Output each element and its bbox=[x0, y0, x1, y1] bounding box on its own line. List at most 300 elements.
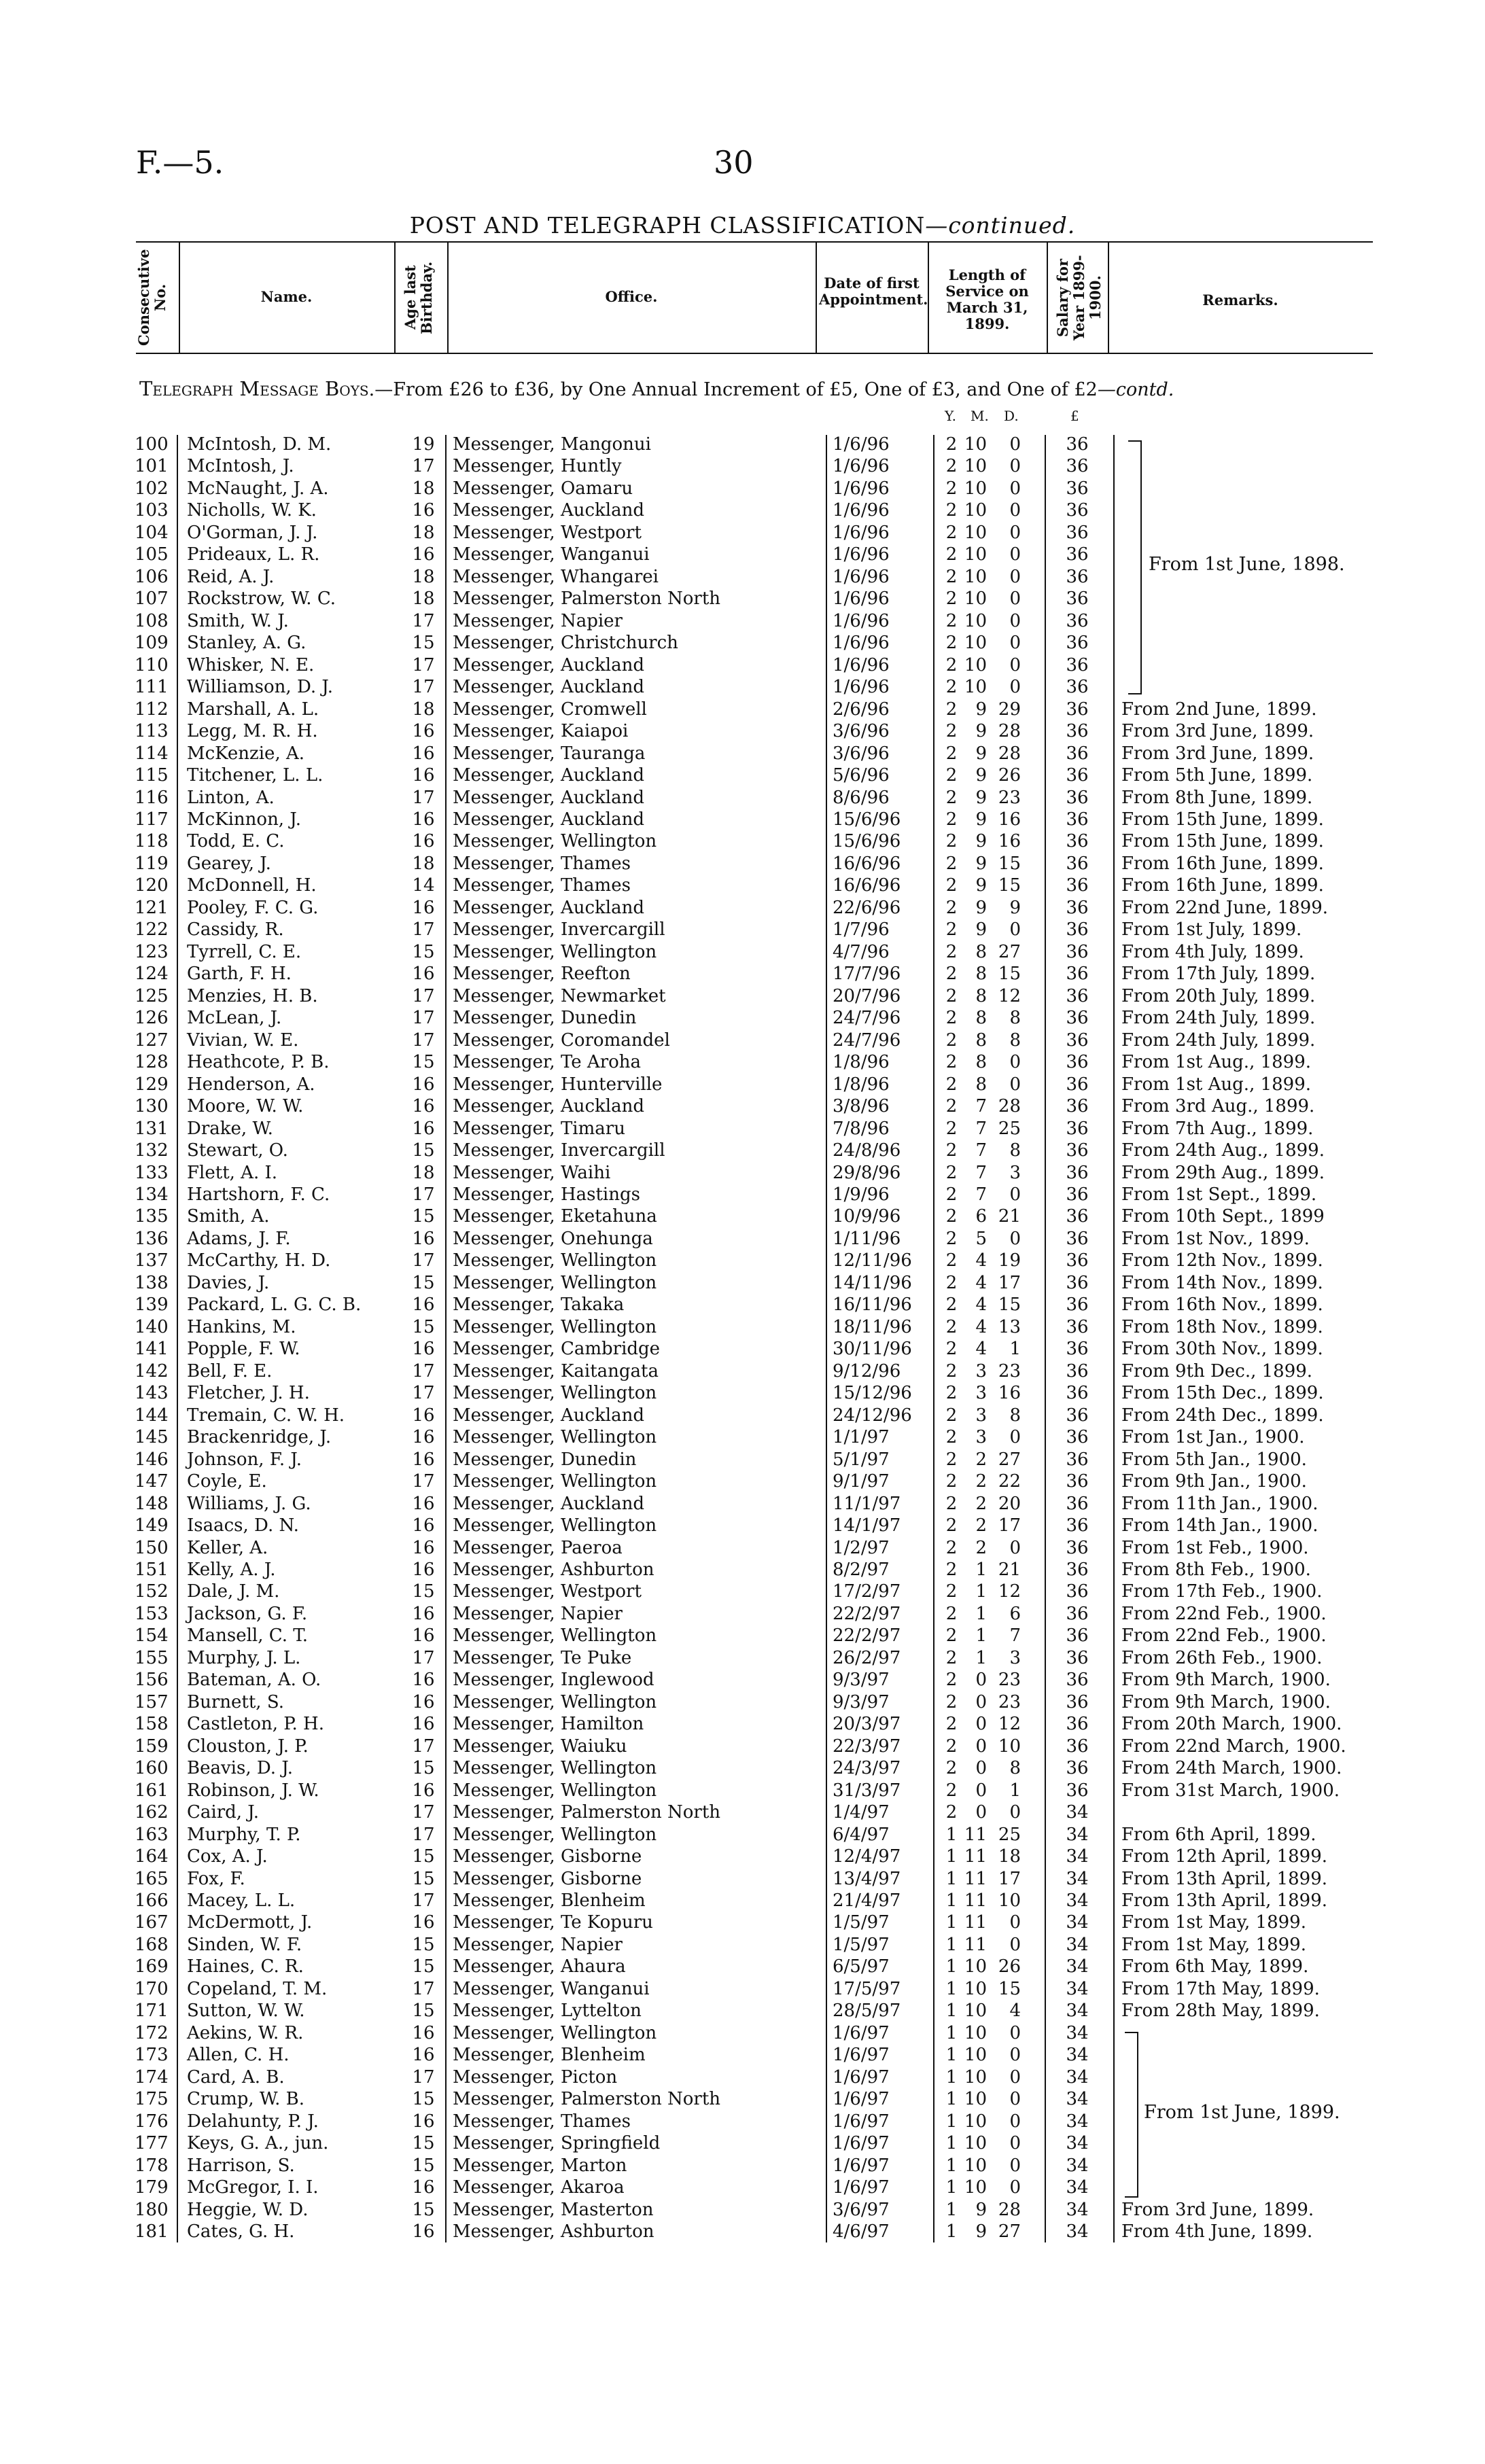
row-date: 14/1/97 bbox=[833, 1515, 901, 1536]
table-row bbox=[0, 1493, 1485, 1515]
row-months: 0 bbox=[975, 1670, 987, 1691]
row-office: Messenger, Invercargill bbox=[453, 1140, 665, 1161]
row-office: Messenger, Lyttelton bbox=[453, 2001, 642, 2022]
row-age: 16 bbox=[412, 1096, 435, 1117]
row-name: McDermott, J. bbox=[187, 1912, 313, 1933]
row-years: 2 bbox=[945, 544, 958, 565]
row-remarks: From 22nd March, 1900. bbox=[1121, 1736, 1346, 1757]
row-office: Messenger, Wanganui bbox=[453, 544, 650, 565]
row-date: 1/6/96 bbox=[833, 478, 890, 499]
table-row bbox=[0, 1316, 1485, 1339]
row-office: Messenger, Auckland bbox=[453, 654, 645, 675]
row-office: Messenger, Picton bbox=[453, 2066, 618, 2088]
row-date: 13/4/97 bbox=[833, 1868, 901, 1889]
row-office: Messenger, Wanganui bbox=[453, 1978, 650, 1999]
row-date: 1/6/97 bbox=[833, 2155, 890, 2176]
row-office: Messenger, Westport bbox=[453, 522, 642, 543]
row-years: 1 bbox=[945, 1846, 958, 1867]
table-row bbox=[0, 1471, 1485, 1493]
row-months: 1 bbox=[975, 1647, 987, 1668]
table-row bbox=[0, 1405, 1485, 1427]
row-date: 22/3/97 bbox=[833, 1736, 901, 1757]
row-name: Sinden, W. F. bbox=[187, 1934, 302, 1955]
table-row bbox=[0, 1515, 1485, 1537]
row-name: Adams, J. F. bbox=[187, 1228, 291, 1249]
row-date: 1/6/96 bbox=[833, 544, 890, 565]
row-salary: 34 bbox=[1066, 2155, 1089, 2176]
row-salary: 36 bbox=[1066, 919, 1089, 940]
row-months: 10 bbox=[964, 544, 987, 565]
row-salary: 36 bbox=[1066, 1471, 1089, 1492]
row-office: Messenger, Te Kopuru bbox=[453, 1912, 653, 1933]
row-months: 9 bbox=[975, 765, 987, 786]
row-years: 2 bbox=[945, 1405, 958, 1426]
row-date: 1/6/96 bbox=[833, 610, 890, 631]
row-years: 1 bbox=[945, 1868, 958, 1889]
row-date: 1/6/96 bbox=[833, 456, 890, 477]
table-row bbox=[0, 1294, 1485, 1316]
table-row bbox=[0, 1449, 1485, 1471]
row-date: 1/6/97 bbox=[833, 2133, 890, 2154]
row-remarks: From 16th Nov., 1899. bbox=[1121, 1295, 1323, 1316]
row-no: 101 bbox=[135, 456, 169, 477]
row-no: 115 bbox=[135, 765, 169, 786]
row-years: 2 bbox=[945, 875, 958, 896]
row-years: 1 bbox=[945, 2001, 958, 2022]
row-days: 0 bbox=[1009, 1537, 1021, 1558]
row-no: 113 bbox=[135, 721, 169, 742]
row-date: 1/6/96 bbox=[833, 500, 890, 521]
row-remarks: From 17th Feb., 1900. bbox=[1121, 1581, 1323, 1602]
table-row bbox=[0, 588, 1485, 610]
row-days: 3 bbox=[1009, 1162, 1021, 1183]
table-row bbox=[0, 1338, 1485, 1360]
row-no: 153 bbox=[135, 1603, 169, 1624]
row-date: 3/8/96 bbox=[833, 1096, 890, 1117]
row-years: 1 bbox=[945, 2045, 958, 2066]
row-age: 16 bbox=[412, 1515, 435, 1536]
table-row bbox=[0, 699, 1485, 721]
row-date: 30/11/96 bbox=[833, 1339, 912, 1360]
row-age: 16 bbox=[412, 1118, 435, 1139]
row-years: 2 bbox=[945, 1780, 958, 1801]
row-no: 130 bbox=[135, 1096, 169, 1117]
row-office: Messenger, Timaru bbox=[453, 1118, 625, 1139]
row-date: 9/3/97 bbox=[833, 1691, 890, 1712]
row-name: Sutton, W. W. bbox=[187, 2001, 305, 2022]
row-name: Coyle, E. bbox=[187, 1471, 267, 1492]
row-date: 15/12/96 bbox=[833, 1383, 912, 1404]
row-no: 167 bbox=[135, 1912, 169, 1933]
row-age: 17 bbox=[412, 787, 435, 808]
row-office: Messenger, Christchurch bbox=[453, 633, 678, 654]
row-days: 21 bbox=[998, 1559, 1021, 1580]
row-no: 154 bbox=[135, 1625, 169, 1647]
table-row bbox=[0, 1140, 1485, 1162]
row-days: 1 bbox=[1009, 1780, 1021, 1801]
row-name: Castleton, P. H. bbox=[187, 1714, 324, 1735]
row-date: 1/6/97 bbox=[833, 2089, 890, 2110]
row-age: 16 bbox=[412, 500, 435, 521]
row-months: 7 bbox=[975, 1162, 987, 1183]
row-months: 10 bbox=[964, 588, 987, 610]
row-years: 2 bbox=[945, 1316, 958, 1337]
row-date: 7/8/96 bbox=[833, 1118, 890, 1139]
row-salary: 36 bbox=[1066, 610, 1089, 631]
row-years: 1 bbox=[945, 1934, 958, 1955]
row-name: Isaacs, D. N. bbox=[187, 1515, 299, 1536]
row-years: 1 bbox=[945, 1912, 958, 1933]
row-days: 15 bbox=[998, 1978, 1021, 1999]
row-name: Fletcher, J. H. bbox=[187, 1383, 310, 1404]
row-remarks: From 9th March, 1900. bbox=[1121, 1691, 1331, 1712]
row-no: 134 bbox=[135, 1184, 169, 1205]
row-no: 116 bbox=[135, 787, 169, 808]
row-age: 16 bbox=[412, 964, 435, 985]
section-heading bbox=[139, 377, 1174, 400]
row-months: 9 bbox=[975, 897, 987, 918]
row-salary: 36 bbox=[1066, 500, 1089, 521]
row-remarks: From 22nd Feb., 1900. bbox=[1121, 1625, 1327, 1647]
row-date: 17/2/97 bbox=[833, 1581, 901, 1602]
row-months: 11 bbox=[964, 1824, 987, 1845]
row-no: 165 bbox=[135, 1868, 169, 1889]
row-age: 18 bbox=[412, 566, 435, 587]
row-date: 15/6/96 bbox=[833, 831, 901, 852]
table-row bbox=[0, 941, 1485, 964]
row-date: 1/6/96 bbox=[833, 434, 890, 455]
row-months: 5 bbox=[975, 1228, 987, 1249]
table-row bbox=[0, 1581, 1485, 1603]
row-no: 114 bbox=[135, 743, 169, 764]
row-office: Messenger, Te Aroha bbox=[453, 1052, 642, 1073]
row-months: 10 bbox=[964, 2133, 987, 2154]
row-no: 146 bbox=[135, 1449, 169, 1470]
row-remarks: From 24th July, 1899. bbox=[1121, 1008, 1316, 1029]
row-no: 132 bbox=[135, 1140, 169, 1161]
table-row bbox=[0, 654, 1485, 677]
row-years: 2 bbox=[945, 1670, 958, 1691]
row-months: 1 bbox=[975, 1603, 987, 1624]
row-name: Cox, A. J. bbox=[187, 1846, 268, 1867]
row-office: Messenger, Huntly bbox=[453, 456, 622, 477]
row-months: 10 bbox=[964, 677, 987, 698]
table-row bbox=[0, 2000, 1485, 2022]
row-salary: 36 bbox=[1066, 985, 1089, 1006]
row-remarks: From 5th June, 1899. bbox=[1121, 765, 1313, 786]
row-remarks: From 16th June, 1899. bbox=[1121, 875, 1324, 896]
table-row bbox=[0, 1007, 1485, 1029]
row-remarks: From 10th Sept., 1899 bbox=[1121, 1206, 1325, 1227]
section-title: Telegraph Message Boys bbox=[139, 377, 369, 400]
row-years: 2 bbox=[945, 1029, 958, 1051]
row-months: 10 bbox=[964, 654, 987, 675]
row-age: 17 bbox=[412, 2066, 435, 2088]
row-date: 1/5/97 bbox=[833, 1934, 890, 1955]
row-date: 1/6/96 bbox=[833, 588, 890, 610]
row-years: 1 bbox=[945, 2066, 958, 2088]
row-salary: 36 bbox=[1066, 1493, 1089, 1514]
unit-d: D. bbox=[1004, 408, 1019, 424]
row-no: 171 bbox=[135, 2001, 169, 2022]
row-name: McIntosh, J. bbox=[187, 456, 294, 477]
row-age: 15 bbox=[412, 1956, 435, 1977]
row-remarks: From 12th April, 1899. bbox=[1121, 1846, 1328, 1867]
row-days: 0 bbox=[1009, 1052, 1021, 1073]
row-name: Bell, F. E. bbox=[187, 1360, 273, 1381]
row-no: 135 bbox=[135, 1206, 169, 1227]
row-salary: 36 bbox=[1066, 1228, 1089, 1249]
row-office: Messenger, Invercargill bbox=[453, 919, 665, 940]
table-row bbox=[0, 1912, 1485, 1934]
row-salary: 36 bbox=[1066, 1162, 1089, 1183]
row-months: 1 bbox=[975, 1581, 987, 1602]
row-date: 1/8/96 bbox=[833, 1052, 890, 1073]
row-months: 9 bbox=[975, 787, 987, 808]
row-years: 2 bbox=[945, 1493, 958, 1514]
row-months: 10 bbox=[964, 2177, 987, 2198]
row-months: 1 bbox=[975, 1625, 987, 1647]
row-years: 2 bbox=[945, 897, 958, 918]
row-years: 2 bbox=[945, 1096, 958, 1117]
table-row bbox=[0, 434, 1485, 456]
row-name: Williams, J. G. bbox=[187, 1493, 311, 1514]
row-days: 28 bbox=[998, 2199, 1021, 2220]
row-office: Messenger, Takaka bbox=[453, 1295, 625, 1316]
row-months: 9 bbox=[975, 743, 987, 764]
row-months: 8 bbox=[975, 985, 987, 1006]
row-salary: 34 bbox=[1066, 1890, 1089, 1912]
row-date: 16/11/96 bbox=[833, 1295, 912, 1316]
row-months: 7 bbox=[975, 1096, 987, 1117]
row-remarks: From 3rd June, 1899. bbox=[1121, 2199, 1314, 2220]
row-months: 6 bbox=[975, 1206, 987, 1227]
row-name: Marshall, A. L. bbox=[187, 699, 319, 720]
row-office: Messenger, Auckland bbox=[453, 1405, 645, 1426]
row-no: 174 bbox=[135, 2066, 169, 2088]
row-office: Messenger, Auckland bbox=[453, 1493, 645, 1514]
row-office: Messenger, Napier bbox=[453, 1603, 623, 1624]
row-days: 0 bbox=[1009, 588, 1021, 610]
row-remarks: From 17th July, 1899. bbox=[1121, 964, 1316, 985]
row-name: Stewart, O. bbox=[187, 1140, 288, 1161]
row-age: 16 bbox=[412, 1493, 435, 1514]
row-years: 1 bbox=[945, 2155, 958, 2176]
row-no: 106 bbox=[135, 566, 169, 587]
table-row bbox=[0, 1184, 1485, 1206]
row-no: 147 bbox=[135, 1471, 169, 1492]
table-row bbox=[0, 1736, 1485, 1758]
row-date: 5/1/97 bbox=[833, 1449, 890, 1470]
table-row bbox=[0, 1868, 1485, 1890]
row-days: 15 bbox=[998, 875, 1021, 896]
row-salary: 36 bbox=[1066, 875, 1089, 896]
row-remarks: From 1st May, 1899. bbox=[1121, 1912, 1306, 1933]
row-office: Messenger, Wellington bbox=[453, 1824, 657, 1845]
row-age: 16 bbox=[412, 765, 435, 786]
row-salary: 36 bbox=[1066, 1647, 1089, 1668]
row-salary: 36 bbox=[1066, 1515, 1089, 1536]
table-row bbox=[0, 897, 1485, 919]
row-date: 17/7/96 bbox=[833, 964, 901, 985]
row-date: 31/3/97 bbox=[833, 1780, 901, 1801]
row-no: 157 bbox=[135, 1691, 169, 1712]
row-date: 1/6/96 bbox=[833, 633, 890, 654]
table-row bbox=[0, 1956, 1485, 1978]
row-date: 3/6/96 bbox=[833, 743, 890, 764]
row-days: 25 bbox=[998, 1824, 1021, 1845]
row-years: 2 bbox=[945, 1118, 958, 1139]
page-number: 30 bbox=[714, 144, 754, 181]
row-months: 4 bbox=[975, 1339, 987, 1360]
row-name: Titchener, L. L. bbox=[187, 765, 324, 786]
table-row bbox=[0, 2221, 1485, 2243]
table-row bbox=[0, 720, 1485, 743]
row-office: Messenger, Auckland bbox=[453, 500, 645, 521]
row-days: 0 bbox=[1009, 2022, 1021, 2043]
row-age: 16 bbox=[412, 1295, 435, 1316]
row-remarks: From 6th April, 1899. bbox=[1121, 1824, 1316, 1845]
row-salary: 36 bbox=[1066, 1339, 1089, 1360]
row-age: 18 bbox=[412, 699, 435, 720]
group-bracket-2 bbox=[1125, 2032, 1138, 2198]
row-name: McGregor, I. I. bbox=[187, 2177, 319, 2198]
row-office: Messenger, Wellington bbox=[453, 1383, 657, 1404]
row-salary: 34 bbox=[1066, 2133, 1089, 2154]
table-row bbox=[0, 1934, 1485, 1956]
row-name: Smith, W. J. bbox=[187, 610, 289, 631]
row-no: 102 bbox=[135, 478, 169, 499]
row-date: 3/6/96 bbox=[833, 721, 890, 742]
row-salary: 36 bbox=[1066, 588, 1089, 610]
row-months: 8 bbox=[975, 1052, 987, 1073]
row-days: 0 bbox=[1009, 566, 1021, 587]
row-name: Hankins, M. bbox=[187, 1316, 296, 1337]
row-date: 12/11/96 bbox=[833, 1250, 912, 1271]
row-salary: 34 bbox=[1066, 2199, 1089, 2220]
row-office: Messenger, Wellington bbox=[453, 1515, 657, 1536]
row-salary: 36 bbox=[1066, 964, 1089, 985]
row-months: 10 bbox=[964, 456, 987, 477]
row-remarks: From 22nd June, 1899. bbox=[1121, 897, 1329, 918]
row-no: 136 bbox=[135, 1228, 169, 1249]
row-remarks: From 14th Nov., 1899. bbox=[1121, 1272, 1323, 1293]
row-remarks: From 28th May, 1899. bbox=[1121, 2001, 1320, 2022]
row-name: Murphy, T. P. bbox=[187, 1824, 301, 1845]
row-days: 17 bbox=[998, 1515, 1021, 1536]
table-row bbox=[0, 1537, 1485, 1560]
row-days: 19 bbox=[998, 1250, 1021, 1271]
row-office: Messenger, Marton bbox=[453, 2155, 627, 2176]
row-no: 128 bbox=[135, 1052, 169, 1073]
row-name: Brackenridge, J. bbox=[187, 1427, 332, 1448]
row-no: 118 bbox=[135, 831, 169, 852]
row-office: Messenger, Wellington bbox=[453, 1625, 657, 1647]
row-office: Messenger, Wellington bbox=[453, 1316, 657, 1337]
row-age: 14 bbox=[412, 875, 435, 896]
row-age: 17 bbox=[412, 1824, 435, 1845]
table-row bbox=[0, 1051, 1485, 1074]
row-date: 1/4/97 bbox=[833, 1802, 890, 1823]
row-months: 0 bbox=[975, 1736, 987, 1757]
row-name: Fox, F. bbox=[187, 1868, 245, 1889]
row-salary: 36 bbox=[1066, 566, 1089, 587]
row-remarks: From 3rd June, 1899. bbox=[1121, 721, 1314, 742]
row-days: 23 bbox=[998, 1360, 1021, 1381]
row-salary: 36 bbox=[1066, 897, 1089, 918]
row-days: 27 bbox=[998, 1449, 1021, 1470]
row-months: 4 bbox=[975, 1316, 987, 1337]
row-months: 3 bbox=[975, 1360, 987, 1381]
row-remarks: From 12th Nov., 1899. bbox=[1121, 1250, 1323, 1271]
row-days: 0 bbox=[1009, 633, 1021, 654]
row-years: 2 bbox=[945, 1647, 958, 1668]
row-office: Messenger, Wellington bbox=[453, 1691, 657, 1712]
row-months: 2 bbox=[975, 1493, 987, 1514]
row-remarks: From 31st March, 1900. bbox=[1121, 1780, 1340, 1801]
row-months: 8 bbox=[975, 941, 987, 962]
row-days: 0 bbox=[1009, 478, 1021, 499]
row-office: Messenger, Napier bbox=[453, 610, 623, 631]
row-months: 9 bbox=[975, 721, 987, 742]
row-name: Reid, A. J. bbox=[187, 566, 275, 587]
row-age: 16 bbox=[412, 544, 435, 565]
row-days: 8 bbox=[1009, 1029, 1021, 1051]
row-no: 164 bbox=[135, 1846, 169, 1867]
row-days: 0 bbox=[1009, 2111, 1021, 2132]
row-name: Cates, G. H. bbox=[187, 2221, 295, 2242]
row-years: 2 bbox=[945, 1360, 958, 1381]
row-days: 0 bbox=[1009, 919, 1021, 940]
table-row bbox=[0, 2132, 1485, 2155]
row-no: 120 bbox=[135, 875, 169, 896]
row-no: 126 bbox=[135, 1008, 169, 1029]
table-row bbox=[0, 1713, 1485, 1736]
row-no: 177 bbox=[135, 2133, 169, 2154]
row-salary: 34 bbox=[1066, 1934, 1089, 1955]
table-row bbox=[0, 1647, 1485, 1670]
table-row bbox=[0, 610, 1485, 633]
row-years: 2 bbox=[945, 1691, 958, 1712]
row-days: 8 bbox=[1009, 1008, 1021, 1029]
row-remarks: From 13th April, 1899. bbox=[1121, 1868, 1328, 1889]
row-days: 23 bbox=[998, 787, 1021, 808]
row-name: Davies, J. bbox=[187, 1272, 270, 1293]
row-salary: 36 bbox=[1066, 1118, 1089, 1139]
row-no: 143 bbox=[135, 1383, 169, 1404]
row-days: 23 bbox=[998, 1670, 1021, 1691]
row-months: 8 bbox=[975, 1008, 987, 1029]
row-salary: 36 bbox=[1066, 522, 1089, 543]
row-age: 16 bbox=[412, 897, 435, 918]
table-row bbox=[0, 985, 1485, 1008]
unit-m: M. bbox=[971, 408, 989, 424]
row-age: 15 bbox=[412, 1758, 435, 1779]
row-date: 9/1/97 bbox=[833, 1471, 890, 1492]
table-row bbox=[0, 2022, 1485, 2045]
row-name: Crump, W. B. bbox=[187, 2089, 304, 2110]
row-days: 27 bbox=[998, 941, 1021, 962]
row-months: 9 bbox=[975, 919, 987, 940]
row-salary: 36 bbox=[1066, 1758, 1089, 1779]
row-years: 2 bbox=[945, 456, 958, 477]
table-row bbox=[0, 1801, 1485, 1824]
row-age: 16 bbox=[412, 721, 435, 742]
row-days: 29 bbox=[998, 699, 1021, 720]
row-age: 16 bbox=[412, 2022, 435, 2043]
row-office: Messenger, Tauranga bbox=[453, 743, 646, 764]
unit-y: Y. bbox=[945, 408, 956, 424]
